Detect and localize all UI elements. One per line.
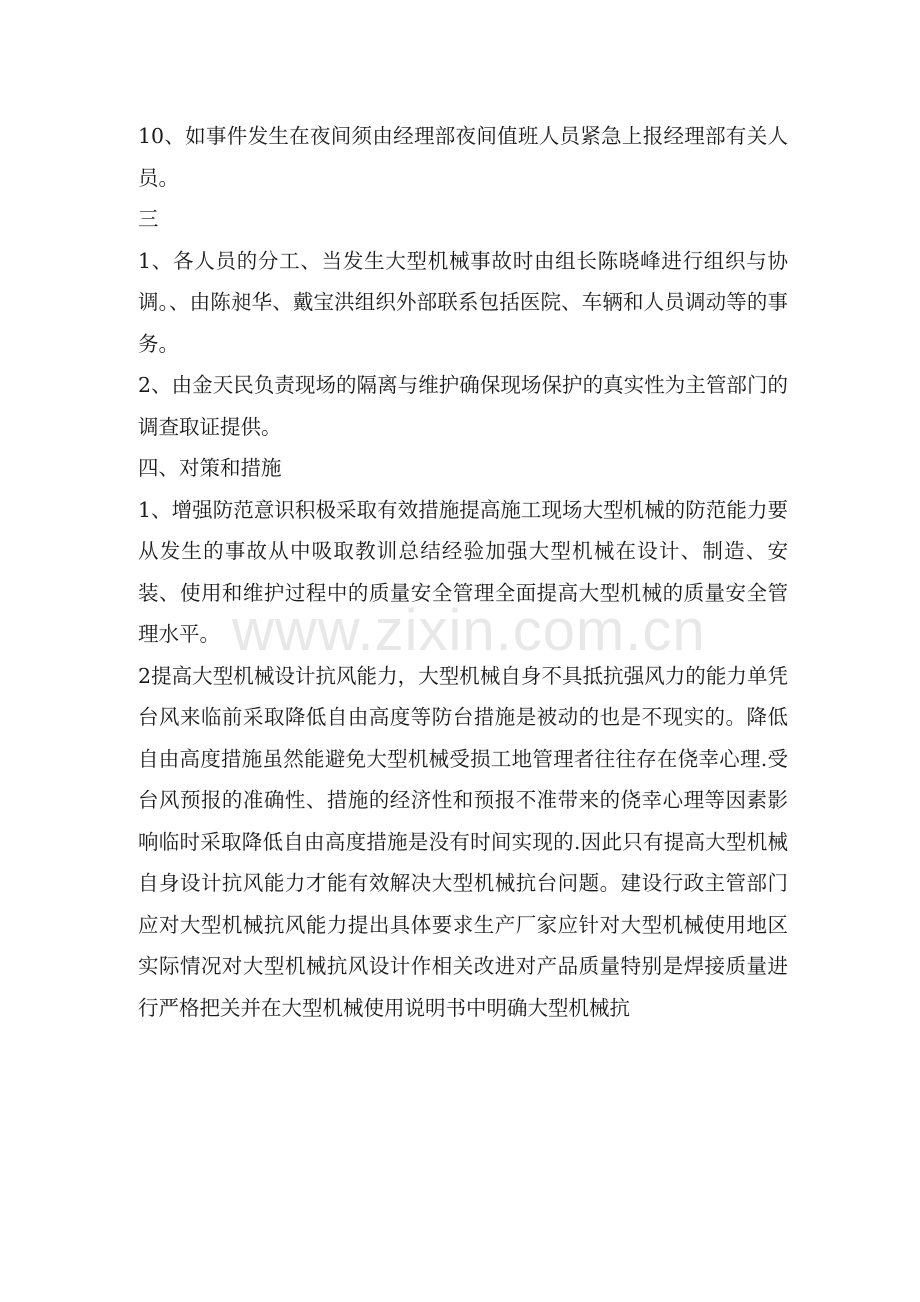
watermark: www.zixin.com.cn (232, 598, 706, 663)
paragraph-wind-resistance: 2提高大型机械设计抗风能力，大型机械自身不具抵抗强风力的能力单凭台风来临前采取降低自由高度等防台措施是被动的也是不现实的。降低自由高度措施虽然能避免大型机械受损工地管理者往往存在侥幸心理.受台风预报的准确性、措施的经济性和预报不准带来的侥幸心理等因素影响临时采取降低自由高度措施是没有时间实现的.因此只有提高大型机械自身设计抗风能力才能有效解决大型机械抗台问题。建设行政主管部门应对大型机械抗风能力提出具体要求生产厂家应针对大型机械使用地区实际情况对大型机械抗风设计作相关改进对产品质量特别是焊接质量进行严格把关并在大型机械使用说明书中明确大型机械抗 (138, 663, 788, 1020)
paragraph-prevention-awareness: 1、增强防范意识积极采取有效措施提高施工现场大型机械的防范能力要从发生的事故从中吸取教训总结经验加强大型机械在设计、制造、安装、使用和维护过程中的质量安全管理全面提高大型机械的质量安全管理水平。 (138, 497, 788, 646)
document-body (138, 116, 788, 1029)
paragraph-item-10-night-report: 10、如事件发生在夜间须由经理部夜间值班人员紧急上报经理部有关人员。 (138, 124, 788, 190)
section-heading-three: 三 (138, 207, 159, 231)
paragraph-division-of-labor: 1、各人员的分工、当发生大型机械事故时由组长陈晓峰进行组织与协调。、由陈昶华、戴宝洪组织外部联系包括医院、车辆和人员调动等的事务。 (138, 248, 788, 356)
section-heading-countermeasures: 四、对策和措施 (138, 456, 282, 480)
paragraph-site-isolation: 2、由金天民负责现场的隔离与维护确保现场保护的真实性为主管部门的调查取证提供。 (138, 373, 788, 439)
